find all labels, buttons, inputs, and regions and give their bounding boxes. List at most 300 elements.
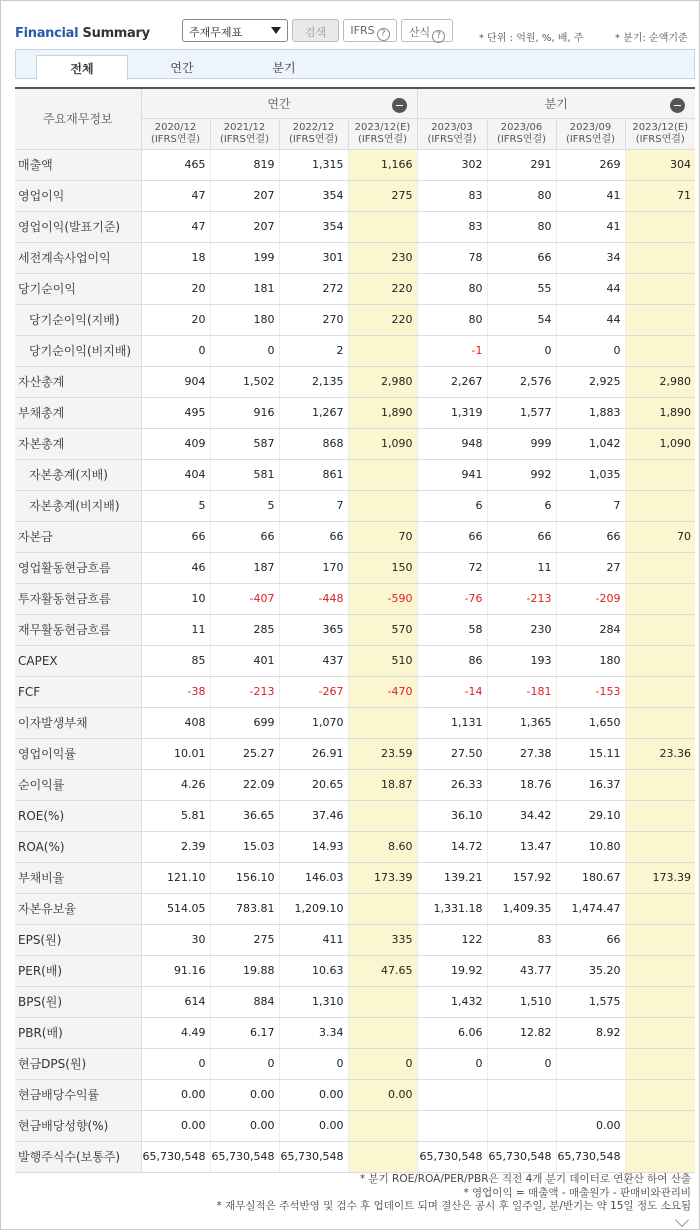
table-cell: 25.27 [210, 738, 279, 769]
table-cell: 1,510 [487, 986, 556, 1017]
table-cell: 2,980 [348, 366, 417, 397]
table-cell: 6 [487, 490, 556, 521]
table-cell: 0 [487, 335, 556, 366]
table-cell [417, 1110, 487, 1141]
table-cell: 1,365 [487, 707, 556, 738]
table-row [15, 614, 695, 645]
row-label: 당기순이익(비지배) [15, 335, 141, 366]
table-cell [556, 1048, 625, 1079]
table-cell: 122 [417, 924, 487, 955]
table-cell: 1,090 [348, 428, 417, 459]
formula-help-button[interactable]: 산식 ? [401, 19, 453, 42]
table-row [15, 180, 695, 211]
table-cell [625, 552, 695, 583]
row-label: 현금배당수익률 [15, 1079, 141, 1110]
table-cell: 65,730,548 [279, 1141, 348, 1172]
table-cell: -590 [348, 583, 417, 614]
row-label: 세전계속사업이익 [15, 242, 141, 273]
table-cell [625, 924, 695, 955]
table-cell: 27.38 [487, 738, 556, 769]
statement-type-select[interactable]: 주재무제표 [182, 19, 288, 42]
table-cell: 14.93 [279, 831, 348, 862]
table-cell: 1,090 [625, 428, 695, 459]
row-label: 자본금 [15, 521, 141, 552]
table-cell: 916 [210, 397, 279, 428]
table-cell: 83 [417, 211, 487, 242]
row-label: 자본총계(지배) [15, 459, 141, 490]
table-cell: 199 [210, 242, 279, 273]
table-cell: 36.10 [417, 800, 487, 831]
table-cell: 3.34 [279, 1017, 348, 1048]
row-label: 순이익률 [15, 769, 141, 800]
tab-annual[interactable]: 연간 [170, 61, 194, 75]
table-cell: 819 [210, 149, 279, 180]
table-cell: 83 [487, 924, 556, 955]
row-label: 영업이익 [15, 180, 141, 211]
table-row [15, 211, 695, 242]
table-row [15, 273, 695, 304]
table-cell: 408 [141, 707, 210, 738]
table-cell: 7 [279, 490, 348, 521]
table-cell [625, 211, 695, 242]
table-cell: 46 [141, 552, 210, 583]
table-cell [348, 986, 417, 1017]
table-cell: 614 [141, 986, 210, 1017]
table-cell: 1,575 [556, 986, 625, 1017]
table-cell: 514.05 [141, 893, 210, 924]
financial-table [15, 87, 695, 1173]
table-cell: 66 [141, 521, 210, 552]
table-cell [348, 707, 417, 738]
ifrs-help-button[interactable]: IFRS ? [343, 19, 397, 42]
table-cell [625, 1048, 695, 1079]
table-cell: 27.50 [417, 738, 487, 769]
table-cell: -407 [210, 583, 279, 614]
scroll-down-icon[interactable] [675, 1213, 689, 1227]
table-cell: 1,035 [556, 459, 625, 490]
toolbar [1, 1, 700, 49]
table-cell: 291 [487, 149, 556, 180]
row-label: 영업이익률 [15, 738, 141, 769]
table-cell: 699 [210, 707, 279, 738]
table-cell: 0 [141, 335, 210, 366]
table-cell: 1,474.47 [556, 893, 625, 924]
table-cell: 904 [141, 366, 210, 397]
row-label: 자본유보율 [15, 893, 141, 924]
table-cell: 41 [556, 180, 625, 211]
table-cell: 5.81 [141, 800, 210, 831]
table-cell [625, 583, 695, 614]
table-row [15, 335, 695, 366]
table-cell: 465 [141, 149, 210, 180]
table-cell: -213 [487, 583, 556, 614]
period-header: 2021/12 (IFRS연결) [210, 118, 279, 149]
table-cell: 181 [210, 273, 279, 304]
table-cell: 0 [487, 1048, 556, 1079]
table-cell: 272 [279, 273, 348, 304]
annual-group-header: 연간 [141, 88, 417, 118]
table-cell: 0 [417, 1048, 487, 1079]
table-cell: 70 [348, 521, 417, 552]
chevron-down-icon [271, 27, 281, 34]
table-cell: 6.06 [417, 1017, 487, 1048]
table-cell [625, 304, 695, 335]
table-cell: 26.33 [417, 769, 487, 800]
table-cell: 365 [279, 614, 348, 645]
table-cell: 19.88 [210, 955, 279, 986]
table-cell: 65,730,548 [417, 1141, 487, 1172]
table-cell: 4.26 [141, 769, 210, 800]
table-cell: -470 [348, 676, 417, 707]
period-tabs [15, 49, 695, 79]
row-label: 자본총계(비지배) [15, 490, 141, 521]
table-row [15, 242, 695, 273]
collapse-icon[interactable] [670, 98, 685, 113]
table-cell: 83 [417, 180, 487, 211]
table-cell: 5 [210, 490, 279, 521]
table-cell: 1,267 [279, 397, 348, 428]
table-cell [625, 800, 695, 831]
table-cell: 47 [141, 180, 210, 211]
table-cell: 269 [556, 149, 625, 180]
table-cell: -14 [417, 676, 487, 707]
row-label: 발행주식수(보통주) [15, 1141, 141, 1172]
table-cell [625, 273, 695, 304]
quarter-group-header: 분기 [417, 88, 695, 118]
table-cell: 0 [279, 1048, 348, 1079]
table-row [15, 707, 695, 738]
table-cell: 20 [141, 273, 210, 304]
table-cell: -38 [141, 676, 210, 707]
table-cell: 78 [417, 242, 487, 273]
table-cell: 495 [141, 397, 210, 428]
table-cell [417, 1079, 487, 1110]
table-row [15, 490, 695, 521]
table-cell [625, 676, 695, 707]
row-label: 당기순이익(지배) [15, 304, 141, 335]
table-cell: 13.47 [487, 831, 556, 862]
table-cell: 1,166 [348, 149, 417, 180]
table-cell: 941 [417, 459, 487, 490]
table-cell: 65,730,548 [556, 1141, 625, 1172]
table-cell: 139.21 [417, 862, 487, 893]
table-cell [487, 1110, 556, 1141]
table-cell: 1,890 [348, 397, 417, 428]
table-cell: 2.39 [141, 831, 210, 862]
table-cell: 20.65 [279, 769, 348, 800]
table-cell: 0 [210, 335, 279, 366]
table-cell: 2,925 [556, 366, 625, 397]
period-header: 2023/06 (IFRS연결) [487, 118, 556, 149]
table-cell [625, 490, 695, 521]
table-cell: 173.39 [348, 862, 417, 893]
row-label: 당기순이익 [15, 273, 141, 304]
table-cell [625, 242, 695, 273]
table-cell: 65,730,548 [210, 1141, 279, 1172]
table-cell: 18.87 [348, 769, 417, 800]
period-header: 2023/09 (IFRS연결) [556, 118, 625, 149]
table-cell [625, 335, 695, 366]
table-cell: 0.00 [279, 1110, 348, 1141]
table-cell: 6.17 [210, 1017, 279, 1048]
search-button[interactable]: 검색 [292, 19, 339, 42]
table-cell: 80 [487, 180, 556, 211]
table-cell: 301 [279, 242, 348, 273]
table-cell: 173.39 [625, 862, 695, 893]
table-cell: 5 [141, 490, 210, 521]
help-icon: ? [432, 30, 445, 43]
table-cell [487, 1079, 556, 1110]
table-cell: 0 [141, 1048, 210, 1079]
table-cell [348, 459, 417, 490]
table-cell: 4.49 [141, 1017, 210, 1048]
table-cell: 570 [348, 614, 417, 645]
table-cell: 581 [210, 459, 279, 490]
table-cell: 193 [487, 645, 556, 676]
table-cell [625, 831, 695, 862]
table-cell: 170 [279, 552, 348, 583]
row-label: 영업활동현금흐름 [15, 552, 141, 583]
table-cell: 20 [141, 304, 210, 335]
period-header: 2022/12 (IFRS연결) [279, 118, 348, 149]
table-cell: 207 [210, 211, 279, 242]
table-cell: 0 [556, 335, 625, 366]
table-cell [348, 335, 417, 366]
table-cell: 1,315 [279, 149, 348, 180]
table-cell: 7 [556, 490, 625, 521]
table-cell: 0.00 [141, 1079, 210, 1110]
table-cell: 47 [141, 211, 210, 242]
table-cell [348, 1110, 417, 1141]
table-cell: 1,577 [487, 397, 556, 428]
table-cell: 302 [417, 149, 487, 180]
table-cell: 34 [556, 242, 625, 273]
table-row [15, 459, 695, 490]
table-cell: 65,730,548 [141, 1141, 210, 1172]
table-cell: 11 [487, 552, 556, 583]
period-header: 2020/12 (IFRS연결) [141, 118, 210, 149]
table-cell: 868 [279, 428, 348, 459]
row-label: CAPEX [15, 645, 141, 676]
table-cell: 65,730,548 [487, 1141, 556, 1172]
table-row [15, 986, 695, 1017]
table-cell [625, 1079, 695, 1110]
table-cell: 66 [210, 521, 279, 552]
table-cell: 34.42 [487, 800, 556, 831]
table-cell: 30 [141, 924, 210, 955]
table-cell: 0.00 [210, 1079, 279, 1110]
table-cell [625, 893, 695, 924]
table-cell: 47.65 [348, 955, 417, 986]
table-cell: 404 [141, 459, 210, 490]
table-cell: 86 [417, 645, 487, 676]
table-cell [625, 955, 695, 986]
table-cell: 54 [487, 304, 556, 335]
tab-all[interactable]: 전체 [36, 55, 128, 80]
period-header: 2023/03 (IFRS연결) [417, 118, 487, 149]
table-cell: 66 [556, 924, 625, 955]
table-cell: 66 [417, 521, 487, 552]
unit-note: * 단위 : 억원, %, 배, 주 [479, 33, 584, 44]
table-cell: 44 [556, 273, 625, 304]
table-cell [625, 769, 695, 800]
table-cell [625, 645, 695, 676]
table-cell: 12.82 [487, 1017, 556, 1048]
corner-header: 주요재무정보 [15, 88, 141, 149]
table-cell [625, 459, 695, 490]
table-row [15, 893, 695, 924]
table-cell: 1,890 [625, 397, 695, 428]
table-cell: 26.91 [279, 738, 348, 769]
table-row [15, 924, 695, 955]
table-cell [625, 1017, 695, 1048]
row-label: 매출액 [15, 149, 141, 180]
table-cell: 285 [210, 614, 279, 645]
row-label: 이자발생부채 [15, 707, 141, 738]
table-cell: 1,650 [556, 707, 625, 738]
table-cell: 1,502 [210, 366, 279, 397]
table-cell: 35.20 [556, 955, 625, 986]
table-cell: 70 [625, 521, 695, 552]
period-header: 2023/12(E) (IFRS연결) [348, 118, 417, 149]
table-cell: 275 [210, 924, 279, 955]
table-cell: 207 [210, 180, 279, 211]
table-cell: 66 [556, 521, 625, 552]
table-row [15, 428, 695, 459]
row-label: 투자활동현금흐름 [15, 583, 141, 614]
table-row [15, 1048, 695, 1079]
table-cell: 80 [417, 273, 487, 304]
table-cell: 1,883 [556, 397, 625, 428]
table-row [15, 738, 695, 769]
table-row [15, 583, 695, 614]
table-cell [625, 986, 695, 1017]
footnotes: * 분기 ROE/ROA/PER/PBR은 직전 4개 분기 데이터로 연환산 하여 산출 * 영업이익 = 매출액 - 매출원가 - 판매비와관리비 * 재무실적은 주석반영 및 검수 후 업데이트 되며 결산은 공시 후 일주일, 분/반기는 약 15일 정도 소요됨 [216, 1173, 691, 1212]
table-cell: -76 [417, 583, 487, 614]
table-cell: 409 [141, 428, 210, 459]
table-cell: 335 [348, 924, 417, 955]
table-cell: 0.00 [141, 1110, 210, 1141]
table-cell: 2,267 [417, 366, 487, 397]
row-label: PER(배) [15, 955, 141, 986]
table-cell: 85 [141, 645, 210, 676]
table-cell: 1,042 [556, 428, 625, 459]
table-row [15, 645, 695, 676]
table-row [15, 552, 695, 583]
row-label: 현금DPS(원) [15, 1048, 141, 1079]
page-title: Financial Summary [15, 26, 150, 41]
table-cell: 1,432 [417, 986, 487, 1017]
table-cell: 66 [487, 521, 556, 552]
table-cell: 10 [141, 583, 210, 614]
table-cell: -213 [210, 676, 279, 707]
table-cell: 1,131 [417, 707, 487, 738]
table-cell: 15.03 [210, 831, 279, 862]
period-header: 2023/12(E) (IFRS연결) [625, 118, 695, 149]
tab-quarter[interactable]: 분기 [272, 61, 296, 75]
table-cell: 80 [417, 304, 487, 335]
table-row [15, 676, 695, 707]
table-cell: 2,576 [487, 366, 556, 397]
table-cell: 1,310 [279, 986, 348, 1017]
table-cell: -209 [556, 583, 625, 614]
table-cell: 0.00 [279, 1079, 348, 1110]
table-cell: 180 [556, 645, 625, 676]
table-cell: 156.10 [210, 862, 279, 893]
table-cell: 180 [210, 304, 279, 335]
table-row [15, 366, 695, 397]
table-cell [348, 893, 417, 924]
table-cell: 15.11 [556, 738, 625, 769]
table-cell: 43.77 [487, 955, 556, 986]
table-cell: 437 [279, 645, 348, 676]
table-cell: -1 [417, 335, 487, 366]
table-cell: 284 [556, 614, 625, 645]
table-cell: 41 [556, 211, 625, 242]
table-row [15, 831, 695, 862]
table-cell: 14.72 [417, 831, 487, 862]
row-label: EPS(원) [15, 924, 141, 955]
table-cell: 8.60 [348, 831, 417, 862]
row-label: 현금배당성향(%) [15, 1110, 141, 1141]
collapse-icon[interactable] [392, 98, 407, 113]
table-row [15, 800, 695, 831]
table-cell: 1,409.35 [487, 893, 556, 924]
table-cell [625, 707, 695, 738]
table-cell: 948 [417, 428, 487, 459]
table-cell: -267 [279, 676, 348, 707]
table-cell: 55 [487, 273, 556, 304]
table-row [15, 1079, 695, 1110]
table-cell [625, 1141, 695, 1172]
table-cell: 11 [141, 614, 210, 645]
table-row [15, 149, 695, 180]
table-cell: 44 [556, 304, 625, 335]
table-cell: 992 [487, 459, 556, 490]
table-cell: 230 [487, 614, 556, 645]
table-cell: 270 [279, 304, 348, 335]
table-cell: 23.36 [625, 738, 695, 769]
table-cell: 2 [279, 335, 348, 366]
table-cell: 180.67 [556, 862, 625, 893]
table-cell: 150 [348, 552, 417, 583]
row-label: ROA(%) [15, 831, 141, 862]
table-row [15, 769, 695, 800]
table-cell: 220 [348, 304, 417, 335]
table-cell: 275 [348, 180, 417, 211]
table-cell: 71 [625, 180, 695, 211]
table-cell: 884 [210, 986, 279, 1017]
table-cell [348, 1141, 417, 1172]
table-cell: 187 [210, 552, 279, 583]
table-cell: 1,331.18 [417, 893, 487, 924]
table-cell: 58 [417, 614, 487, 645]
table-row [15, 1110, 695, 1141]
table-cell: 66 [487, 242, 556, 273]
table-cell: 0.00 [556, 1110, 625, 1141]
table-cell: 2,135 [279, 366, 348, 397]
table-cell: 304 [625, 149, 695, 180]
table-cell: 510 [348, 645, 417, 676]
row-label: 재무활동현금흐름 [15, 614, 141, 645]
table-cell: 36.65 [210, 800, 279, 831]
table-cell: 354 [279, 180, 348, 211]
row-label: 자본총계 [15, 428, 141, 459]
table-cell: -181 [487, 676, 556, 707]
row-label: 자산총계 [15, 366, 141, 397]
table-cell: 66 [279, 521, 348, 552]
table-row [15, 955, 695, 986]
